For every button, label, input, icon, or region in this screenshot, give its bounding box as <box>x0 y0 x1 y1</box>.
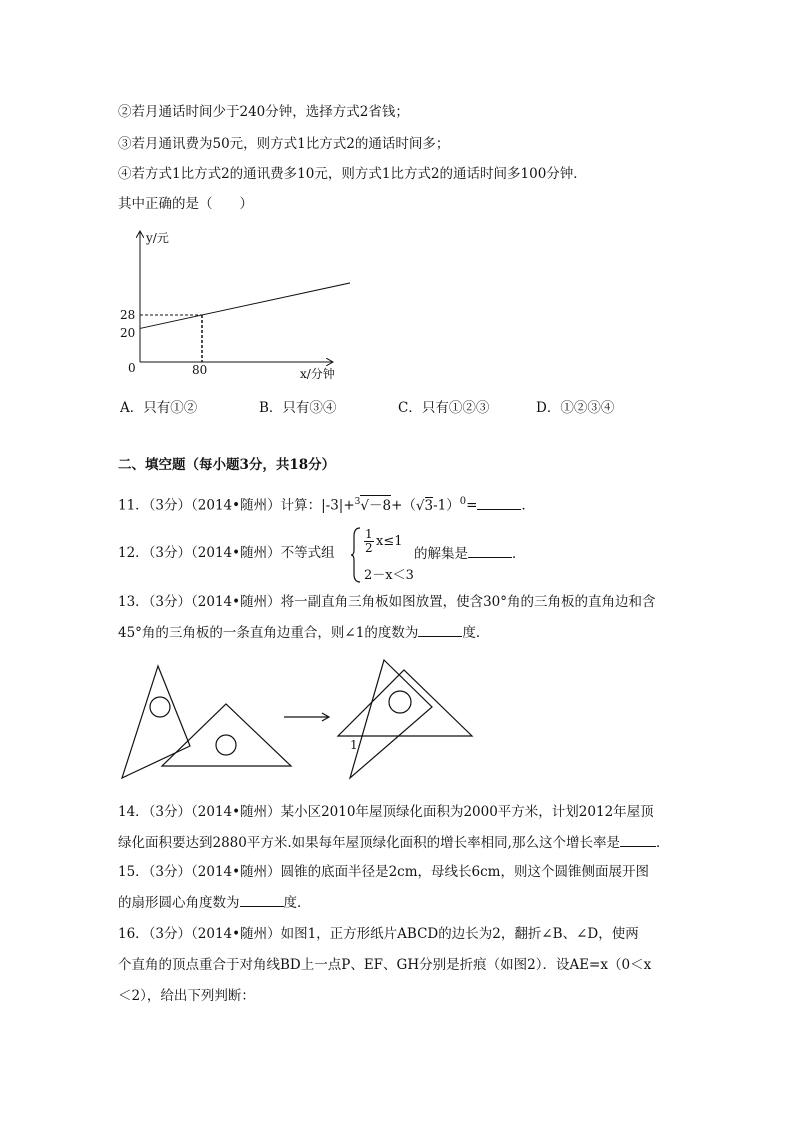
answer-blank-11[interactable] <box>477 495 521 510</box>
question-12-prefix: 12．（3分）（2014•随州）不等式组 <box>118 545 335 561</box>
y-tick-28: 28 <box>120 308 136 322</box>
angle-1-label: 1 <box>350 738 358 752</box>
question-14-line-1: 14．（3分）（2014•随州）某小区2010年屋顶绿化面积为2000平方米，计划2012年屋顶 <box>118 804 654 820</box>
origin-label: 0 <box>128 361 136 375</box>
section-title: 二、填空题（每小题3分，共18分） <box>118 457 336 473</box>
question-prompt: 其中正确的是（ ） <box>118 196 253 212</box>
question-15-line-2: 的扇形圆心角度数为 度． <box>118 892 311 913</box>
statement-3: ③若月通讯费为50元，则方式1比方式2的通话时间多； <box>118 136 450 152</box>
triangle-30-left <box>122 666 190 778</box>
statement-4: ④若方式1比方式2的通讯费多10元，则方式1比方式2的通话时间多100分钟． <box>118 166 587 182</box>
x-axis-label: x/分钟 <box>300 367 335 381</box>
y-tick-20: 20 <box>120 326 136 340</box>
statement-2: ②若月通话时间少于240分钟，选择方式2省钱； <box>118 104 409 120</box>
hole-right-triangle <box>389 691 411 713</box>
question-12-suffix: 的解集是 ． <box>414 543 526 564</box>
x-tick-80: 80 <box>192 363 208 377</box>
answer-blank-12[interactable] <box>468 543 512 558</box>
triangle-figure <box>110 650 490 790</box>
answer-blank-14[interactable] <box>620 832 656 847</box>
question-14-line-2: 绿化面积要达到2880平方米.如果每年屋顶绿化面积的增长率相同,那么这个增长率是 ． <box>118 832 669 853</box>
answer-blank-15[interactable] <box>240 892 284 907</box>
hole-45-triangle <box>216 735 236 755</box>
question-16-line-2: 个直角的顶点重合于对角线BD上一点P、EF、GH分别是折痕（如图2）．设AE=x（0＜x <box>118 957 652 973</box>
series-line <box>140 278 350 328</box>
line-chart <box>110 226 350 386</box>
question-16-line-1: 16．（3分）（2014•随州）如图1，正方形纸片ABCD的边长为2，翻折∠B、∠D，使两 <box>118 926 639 942</box>
y-axis-label: y/元 <box>146 231 169 245</box>
inequality-system <box>350 526 420 584</box>
inequality-row-1: x≤1 <box>376 534 403 549</box>
question-16-line-3: ＜2），给出下列判断： <box>118 988 255 1004</box>
option-b[interactable]: B．只有③④ <box>259 400 337 416</box>
option-a[interactable]: A．只有①② <box>120 400 198 416</box>
answer-blank-13[interactable] <box>418 622 462 637</box>
question-13-line-2: 45°角的三角板的一条直角边重合，则∠1的度数为 度． <box>118 622 489 643</box>
fraction-one-half: $\frac{1}{2}$ <box>365 527 373 555</box>
question-13-line-1: 13．（3分）（2014•随州）将一副直角三角板如图放置，使含30°角的三角板的直角边和含 <box>118 594 656 610</box>
question-11: 11．（3分）（2014•随州）计算：$|-3|+^3√-8+(√3-1)^0=$ ． <box>118 496 535 514</box>
triangle-30-right <box>350 660 432 778</box>
inequality-row-2: 2－x＜3 <box>364 568 414 583</box>
question-15-line-1: 15．（3分）（2014•随州）圆锥的底面半径是2cm，母线长6cm，则这个圆锥侧面展开图 <box>118 864 649 880</box>
brace-icon <box>350 526 362 584</box>
hole-left-triangle <box>150 697 170 717</box>
option-d[interactable]: D．①②③④ <box>536 400 615 416</box>
option-c[interactable]: C．只有①②③ <box>398 400 490 416</box>
